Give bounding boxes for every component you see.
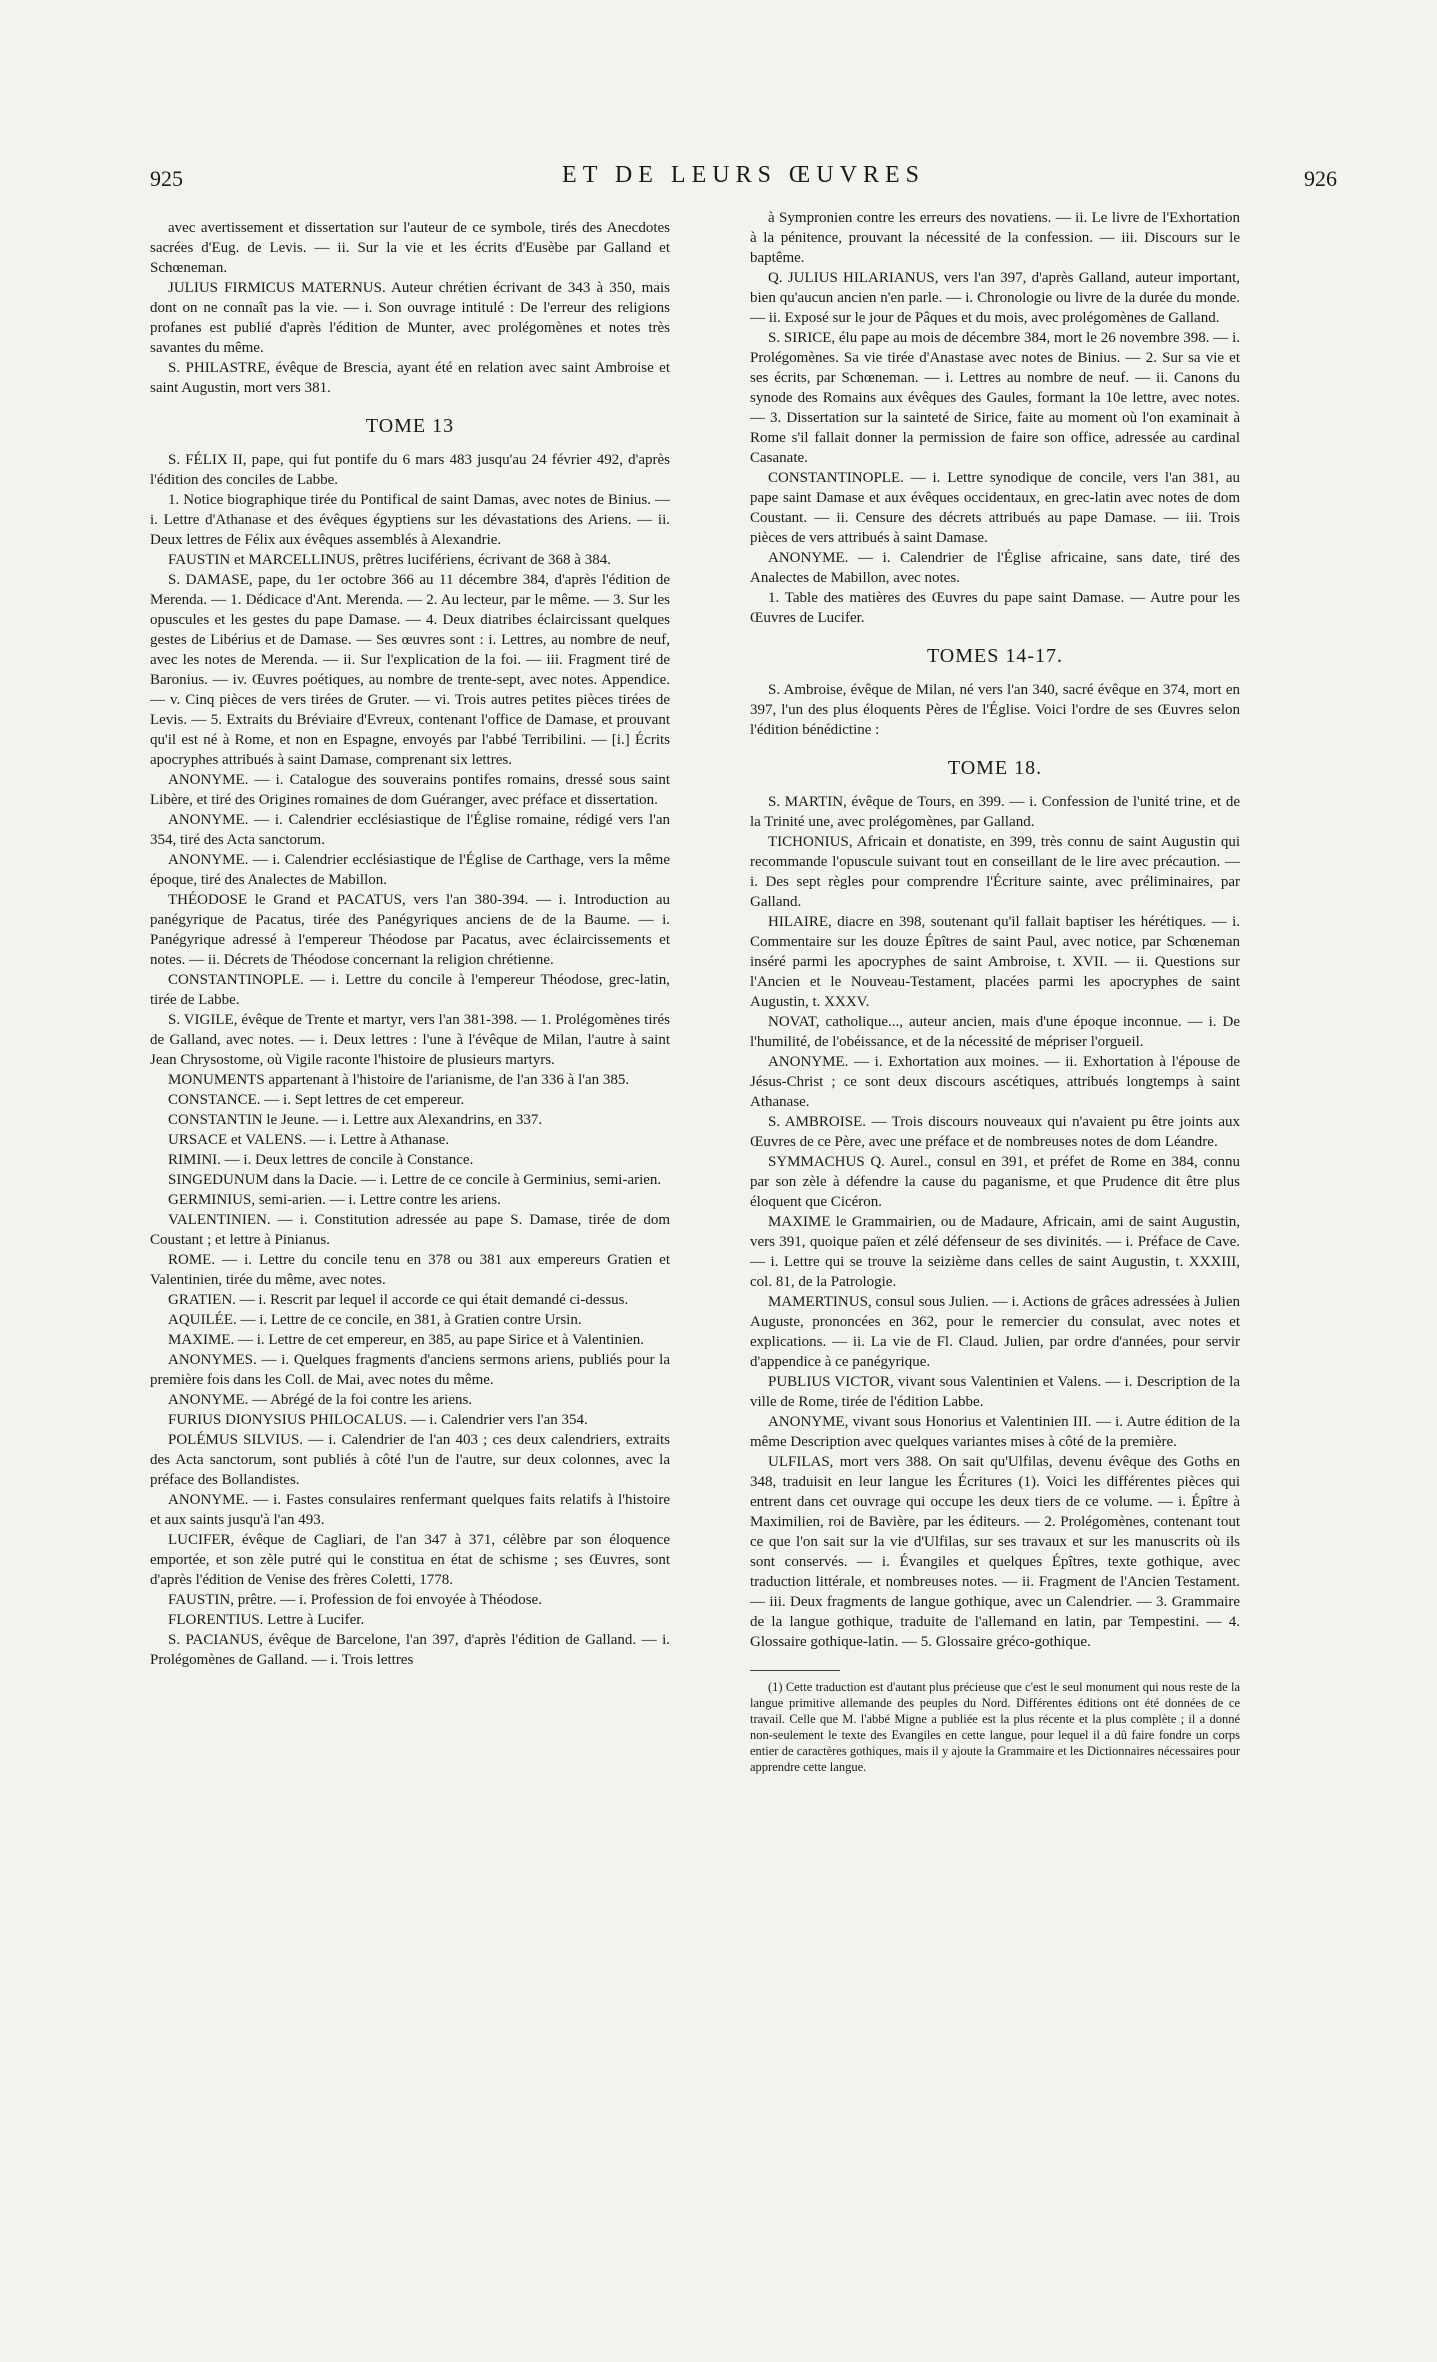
entry-paragraph: S. MARTIN, évêque de Tours, en 399. — i. Confession de l'unité trine, et de la Trinité une, avec prolégomènes, par Galland. <box>750 794 1240 830</box>
entry-paragraph: GRATIEN. — i. Rescrit par lequel il accorde ce qui était demandé ci-dessus. <box>168 1292 629 1308</box>
entry-paragraph: NOVAT, catholique..., auteur ancien, mais d'une époque inconnue. — i. De l'humilité, de l'obéissance, et de la nécessité de mépriser l'orgueil. <box>750 1014 1240 1050</box>
entry-paragraph: MAMERTINUS, consul sous Julien. — i. Actions de grâces adressées à Julien Auguste, prononcées en 362, pour le remercier du consulat, avec notes et explications. — ii. La vie de Fl. Claud. Julien, par ordre d'années, pour servir d'appendice à ce panégyrique. <box>750 1294 1240 1370</box>
left-intro-entries <box>150 218 670 398</box>
entry-paragraph: S. DAMASE, pape, du 1er octobre 366 au 11 décembre 384, d'après l'édition de Merenda. — 1. Dédicace d'Ant. Merenda. — 2. Au lecteur, par le même. — 3. Sur les opuscules et les gestes du pape Damase. — 4. Deux diatribes éclaircissant quelques gestes de Libérius et de Damase. — Ses œuvres sont : i. Lettres, au nombre de neuf, avec les notes de Merenda. — ii. Sur l'explication de la foi. — iii. Fragment tiré de Baronius. — iv. Œuvres poétiques, au nombre de trente-sept, avec notes. Appendice. — v. Cinq pièces de vers tirées de Gruter. — vi. Trois autres petites pièces tirées de Levis. — 5. Extraits du Bréviaire d'Evreux, contenant l'office de Damase, et prouvant qu'il est né à Rome, et non en Espagne, envoyés par l'abbé Terribilini. — [i.] Écrits apocryphes attribués à saint Damase, comprenant six lettres. <box>150 572 670 768</box>
running-header <box>150 162 1337 202</box>
entry-paragraph: 1. Notice biographique tirée du Pontifical de saint Damas, avec notes de Binius. — i. Lettre d'Athanase et des évêques égyptiens sur les dévastations des Ariens. — ii. Deux lettres de Félix aux évêques assemblés à Alexandrie. <box>150 492 670 548</box>
entry-paragraph: VALENTINIEN. — i. Constitution adressée au pape S. Damase, tirée de dom Coustant ; et lettre à Pinianus. <box>150 1212 670 1248</box>
entry-paragraph: ULFILAS, mort vers 388. On sait qu'Ulfilas, devenu évêque des Goths en 348, traduisit en leur langue les Écritures (1). Voici les différentes pièces qui entrent dans cet ouvrage qui occupe les deux tiers de ce volume. — i. Épître à Maximilien, roi de Bavière, par les éditeurs. — 2. Prolégomènes, contenant tout ce que l'on sait sur la vie d'Ulfilas, sur ses travaux et sur les manuscrits où ils sont conservés. — i. Évangiles et quelques Épîtres, texte gothique, avec traduction littérale, et nombreuses notes. — ii. Fragment de l'Ancien Testament. — iii. Deux fragments de langue gothique, avec un Calendrier. — 3. Grammaire de la langue gothique, traduite de l'allemand en latin, par Tempestini. — 4. Glossaire gothique-latin. — 5. Glossaire gréco-gothique. <box>750 1454 1240 1650</box>
entry-paragraph: AQUILÉE. — i. Lettre de ce concile, en 381, à Gratien contre Ursin. <box>168 1312 582 1328</box>
entry-paragraph: MAXIME le Grammairien, ou de Madaure, Africain, ami de saint Augustin, vers 391, quoique païen et zélé défenseur de ses divinités. — i. Préface de Cave. — i. Lettre qui se trouve la seizième dans celles de saint Augustin, t. XXXIII, col. 81, de la Patrologie. <box>750 1214 1240 1290</box>
tome-18-entries <box>750 792 1240 1652</box>
entry-paragraph: FAUSTIN et MARCELLINUS, prêtres lucifériens, écrivant de 368 à 384. <box>168 552 611 568</box>
entry-paragraph: S. FÉLIX II, pape, qui fut pontife du 6 mars 483 jusqu'au 24 février 492, d'après l'édition des conciles de Labbe. <box>150 452 670 488</box>
entry-paragraph: ANONYME. — i. Calendrier ecclésiastique de l'Église romaine, rédigé vers l'an 354, tiré des Acta sanctorum. <box>150 812 670 848</box>
entry-paragraph: ANONYMES. — i. Quelques fragments d'anciens sermons ariens, publiés pour la première fois dans les Coll. de Mai, avec notes du même. <box>150 1352 670 1388</box>
entry-paragraph: ANONYME. — i. Fastes consulaires renfermant quelques faits relatifs à l'histoire et aux saints jusqu'à l'an 493. <box>150 1492 670 1528</box>
entry-paragraph: HILAIRE, diacre en 398, soutenant qu'il fallait baptiser les hérétiques. — i. Commentaire sur les douze Épîtres de saint Paul, avec notice, par Schœneman inséré parmi les apocryphes de saint Ambroise, t. XVII. — ii. Questions sur l'Ancien et le Nouveau-Testament, placées parmi les apocryphes de saint Augustin, t. XXXV. <box>750 914 1240 1010</box>
entry-paragraph: POLÉMUS SILVIUS. — i. Calendrier de l'an 403 ; ces deux calendriers, extraits des Acta sanctorum, sont publiés à côté l'un de l'autre, sur deux colonnes, avec la préface des Bollandistes. <box>150 1432 670 1488</box>
entry-paragraph: S. SIRICE, élu pape au mois de décembre 384, mort le 26 novembre 398. — i. Prolégomènes. Sa vie tirée d'Anastase avec notes de Binius. — 2. Sur sa vie et ses écrits, par Schœneman. — i. Lettres au nombre de neuf. — ii. Canons du synode des Romains aux évêques des Gaules, formant la 10e lettre, avec notes. — 3. Dissertation sur la sainteté de Sirice, faite au moment où l'on examinait à Rome s'il fallait donner la permission de faire son office, adressée au cardinal Casanate. <box>750 330 1240 466</box>
entry-paragraph: ANONYME, vivant sous Honorius et Valentinien III. — i. Autre édition de la même Description avec quelques variantes mises à côté de la première. <box>750 1414 1240 1450</box>
tome-13-heading: TOME 13 <box>365 415 455 437</box>
entry-paragraph: GERMINIUS, semi-arien. — i. Lettre contre les ariens. <box>168 1192 501 1208</box>
tome-13-entries <box>150 450 670 1670</box>
entry-paragraph: TICHONIUS, Africain et donatiste, en 399, très connu de saint Augustin qui recommande l'opuscule suivant tout en conseillant de le lire avec précaution. — i. Des sept règles pour comprendre l'Écriture sainte, avec préliminaires, par Galland. <box>750 834 1240 910</box>
entry-paragraph: SINGEDUNUM dans la Dacie. — i. Lettre de ce concile à Germinius, semi-arien. <box>168 1172 662 1188</box>
entry-paragraph: FLORENTIUS. Lettre à Lucifer. <box>168 1612 365 1628</box>
entry-paragraph: CONSTANTIN le Jeune. — i. Lettre aux Alexandrins, en 337. <box>168 1112 543 1128</box>
right-page-number: 926 <box>1304 166 1337 191</box>
tomes-14-17-entries <box>750 680 1240 740</box>
entry-paragraph: ANONYME. — i. Calendrier de l'Église africaine, sans date, tiré des Analectes de Mabillon, avec notes. <box>750 550 1240 586</box>
footnote: (1) Cette traduction est d'autant plus précieuse que c'est le seul monument qui nous reste de la langue primitive allemande des peuples du Nord. Différentes éditions ont été données de ce travail. Celle que M. l'abbé Migne a publiée est la plus récente et la plus complète ; il a donné non-seulement le texte des Evangiles en cette langue, pour lequel il a dû faire fondre un corps entier de caractères gothiques, mais il y ajoute la Grammaire et les Dictionnaires nécessaires pour apprendre cette langue. <box>750 1680 1240 1774</box>
entry-paragraph: RIMINI. — i. Deux lettres de concile à Constance. <box>168 1152 474 1168</box>
entry-paragraph: S. VIGILE, évêque de Trente et martyr, vers l'an 381-398. — 1. Prolégomènes tirés de Galland, avec notes. — i. Deux lettres : l'une à l'évêque de Milan, l'autre à saint Jean Chrysostome, où Vigile raconte l'histoire de plusieurs martyrs. <box>150 1012 670 1068</box>
entry-paragraph: FURIUS DIONYSIUS PHILOCALUS. — i. Calendrier vers l'an 354. <box>168 1412 588 1428</box>
entry-paragraph: PUBLIUS VICTOR, vivant sous Valentinien et Valens. — i. Description de la ville de Rome, tirée de l'édition Labbe. <box>750 1374 1240 1410</box>
entry-paragraph: CONSTANTINOPLE. — i. Lettre synodique de concile, vers l'an 381, au pape saint Damase et aux évêques occidentaux, en grec-latin avec notes de dom Coustant. — ii. Censure des décrets attribués au pape Damase. — iii. Trois pièces de vers attribués à saint Damase. <box>750 470 1240 546</box>
entry-paragraph: ANONYME. — i. Catalogue des souverains pontifes romains, dressé sous saint Libère, et tiré des Origines romaines de dom Guéranger, avec préface et dissertation. <box>150 772 670 808</box>
entry-paragraph: JULIUS FIRMICUS MATERNUS. Auteur chrétien écrivant de 343 à 350, mais dont on ne connaît pas la vie. — i. Son ouvrage intitulé : De l'erreur des religions profanes est publié d'après l'édition de Munter, avec prolégomènes et notes très savantes du même. <box>150 280 670 356</box>
entry-paragraph: MONUMENTS appartenant à l'histoire de l'arianisme, de l'an 336 à l'an 385. <box>168 1072 630 1088</box>
entry-paragraph: ANONYME. — i. Exhortation aux moines. — ii. Exhortation à l'épouse de Jésus-Christ ; ce sont deux discours ascétiques, attribués longtemps à saint Athanase. <box>750 1054 1240 1110</box>
entry-paragraph: Q. JULIUS HILARIANUS, vers l'an 397, d'après Galland, auteur important, bien qu'aucun ancien n'en parle. — i. Chronologie ou livre de la durée du monde. — ii. Exposé sur le jour de Pâques et du mois, avec prolégomènes de Galland. <box>750 270 1240 326</box>
entry-paragraph: S. AMBROISE. — Trois discours nouveaux qui n'avaient pu être joints aux Œuvres de ce Père, avec une préface et de nombreuses notes de dom Léandre. <box>750 1114 1240 1150</box>
entry-paragraph: SYMMACHUS Q. Aurel., consul en 391, et préfet de Rome en 384, connu par son zèle à défendre la cause du paganisme, et que Prudence dit être plus éloquent que Cicéron. <box>750 1154 1240 1210</box>
tome-18-heading: TOME 18. <box>947 757 1043 779</box>
entry-paragraph: CONSTANTINOPLE. — i. Lettre du concile à l'empereur Théodose, grec-latin, tirée de Labbe. <box>150 972 670 1008</box>
entry-paragraph: S. PHILASTRE, évêque de Brescia, ayant été en relation avec saint Ambroise et saint Augustin, mort vers 381. <box>150 360 670 396</box>
entry-paragraph: ROME. — i. Lettre du concile tenu en 378 ou 381 aux empereurs Gratien et Valentinien, tirée du même, avec notes. <box>150 1252 670 1288</box>
footnote-rule <box>750 1670 840 1671</box>
entry-paragraph: avec avertissement et dissertation sur l'auteur de ce symbole, tirés des Anecdotes sacrées d'Eug. de Levis. — ii. Sur la vie et les écrits d'Eusèbe par Galland et Schœneman. <box>150 220 670 276</box>
entry-paragraph: MAXIME. — i. Lettre de cet empereur, en 385, au pape Sirice et à Valentinien. <box>168 1332 645 1348</box>
right-intro-entries <box>750 208 1240 628</box>
left-page-number: 925 <box>150 166 183 191</box>
entry-paragraph: URSACE et VALENS. — i. Lettre à Athanase. <box>168 1132 450 1148</box>
entry-paragraph: CONSTANCE. — i. Sept lettres de cet empereur. <box>168 1092 465 1108</box>
entry-paragraph: FAUSTIN, prêtre. — i. Profession de foi envoyée à Théodose. <box>168 1592 542 1608</box>
entry-paragraph: ANONYME. — i. Calendrier ecclésiastique de l'Église de Carthage, vers la même époque, tiré des Analectes de Mabillon. <box>150 852 670 888</box>
entry-paragraph: S. PACIANUS, évêque de Barcelone, l'an 397, d'après l'édition de Galland. — i. Prolégomènes de Galland. — i. Trois lettres <box>150 1632 670 1668</box>
entry-paragraph: LUCIFER, évêque de Cagliari, de l'an 347 à 371, célèbre par son éloquence emportée, et son zèle putré qui le constitua en état de schisme ; ses Œuvres, sont d'après l'édition de Venise des frères Coletti, 1778. <box>150 1532 670 1588</box>
running-title: ET DE LEURS ŒUVRES <box>562 162 925 188</box>
left-column <box>150 218 670 1670</box>
tomes-14-17-heading: TOMES 14-17. <box>926 645 1064 667</box>
entry-paragraph: ANONYME. — Abrégé de la foi contre les ariens. <box>168 1392 473 1408</box>
right-column <box>750 208 1240 1775</box>
entry-paragraph: S. Ambroise, évêque de Milan, né vers l'an 340, sacré évêque en 374, mort en 397, l'un des plus éloquents Pères de l'Église. Voici l'ordre de ses Œuvres selon l'édition bénédictine : <box>750 682 1240 738</box>
entry-paragraph: à Sympronien contre les erreurs des novatiens. — ii. Le livre de l'Exhortation à la pénitence, prouvant la nécessité de la confession. — iii. Discours sur le baptême. <box>750 210 1240 266</box>
entry-paragraph: 1. Table des matières des Œuvres du pape saint Damase. — Autre pour les Œuvres de Lucifer. <box>750 590 1240 626</box>
entry-paragraph: THÉODOSE le Grand et PACATUS, vers l'an 380-394. — i. Introduction au panégyrique de Pacatus, tirée des Panégyriques anciens de de la Baume. — i. Panégyrique adressé à l'empereur Théodose par Pacatus, avec éclaircissements et notes. — ii. Décrets de Théodose concernant la religion chrétienne. <box>150 892 670 968</box>
